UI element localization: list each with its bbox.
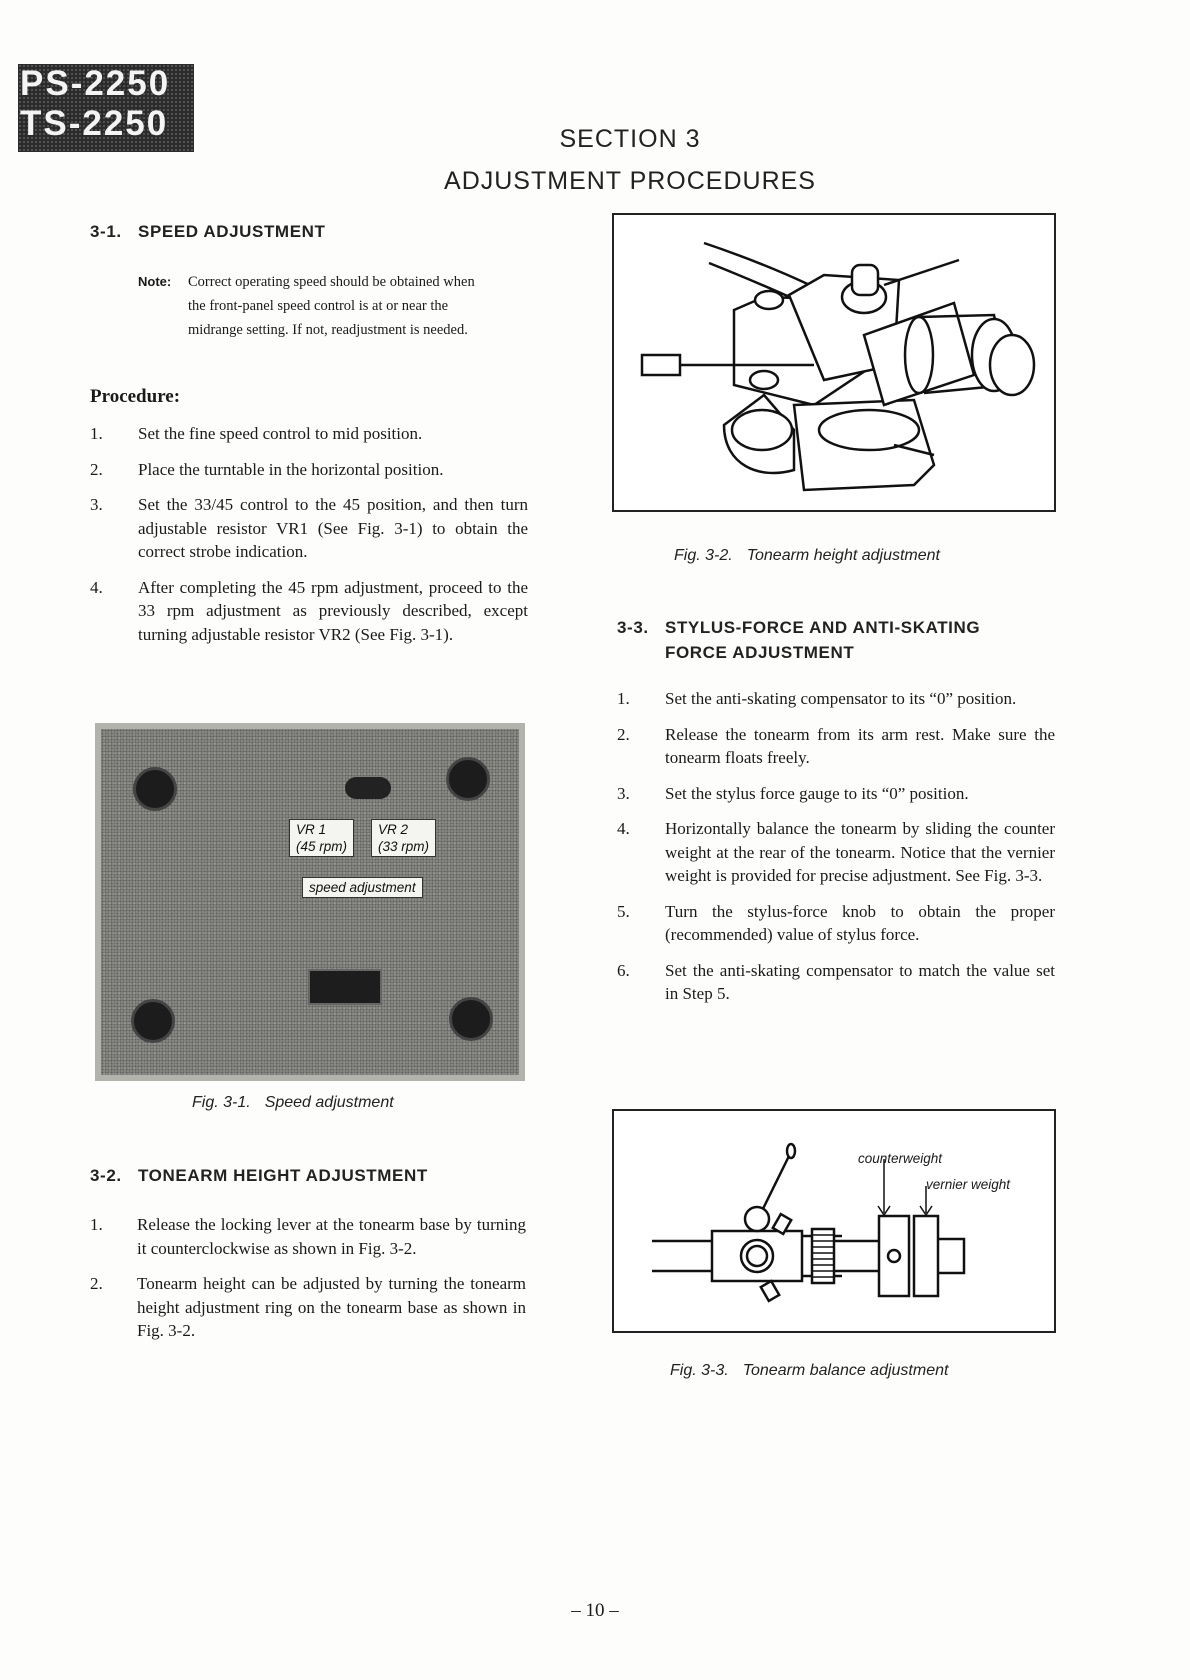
list-item: 4. After completing the 45 rpm adjustment, proceed to the 33 rpm adjustment as previously described, except turning adjustable resistor VR2 (See Fig. 3-1). xyxy=(90,577,528,644)
note-label: Note: xyxy=(138,274,172,289)
section-title: ADJUSTMENT PROCEDURES xyxy=(444,167,816,195)
rubber-foot xyxy=(133,767,177,811)
speed-note xyxy=(138,270,493,342)
list-item: 3. Set the 33/45 control to the 45 position, and then turn adjustable resistor VR1 (See Fig. 3-1) to obtain the correct strobe indication. xyxy=(90,495,528,561)
vr1-label: VR 1 (45 rpm) xyxy=(289,819,354,857)
page-number: – 10 – xyxy=(571,1600,619,1621)
list-item: 1. Set the fine speed control to mid position. xyxy=(90,424,423,443)
stylus-heading-line1: STYLUS-FORCE AND ANTI-SKATING xyxy=(665,618,981,637)
counterweight-label: counterweight xyxy=(858,1151,943,1166)
list-item: 6. Set the anti-skating compensator to match the value set in Step 5. xyxy=(617,960,1055,1003)
stylus-heading-number: 3-3. xyxy=(617,618,649,637)
model-badge-line2: TS-2250 xyxy=(20,104,169,143)
model-badge-line1: PS-2250 xyxy=(20,64,171,103)
tonearm-heading xyxy=(90,1166,428,1186)
tonearm-base-illustration xyxy=(614,215,1054,510)
rubber-foot xyxy=(446,757,490,801)
speed-steps xyxy=(90,422,528,646)
vr2-label: VR 2 (33 rpm) xyxy=(371,819,436,857)
connector-socket xyxy=(345,777,391,799)
model-badge xyxy=(18,64,194,152)
switch-block xyxy=(308,969,382,1005)
speed-heading-text: SPEED ADJUSTMENT xyxy=(138,222,326,241)
section-number: SECTION 3 xyxy=(559,125,701,153)
tonearm-heading-number: 3-2. xyxy=(90,1166,122,1185)
stylus-heading-line2: FORCE ADJUSTMENT xyxy=(665,643,855,662)
speed-heading-number: 3-1. xyxy=(90,222,122,241)
tonearm-balance-drawing xyxy=(612,1109,1056,1333)
tonearm-steps xyxy=(90,1213,526,1343)
stylus-steps xyxy=(617,687,1055,1006)
stylus-heading xyxy=(617,615,980,665)
fig32-caption: Fig. 3-2. Tonearm height adjustment xyxy=(674,547,940,564)
tonearm-balance-illustration xyxy=(614,1111,1054,1331)
vernier-weight-label: vernier weight xyxy=(926,1177,1011,1192)
tonearm-height-drawing xyxy=(612,213,1056,512)
list-item: 3. Set the stylus force gauge to its “0” position. xyxy=(617,783,969,803)
list-item: 4. Horizontally balance the tonearm by sliding the counter weight at the rear of the tonearm. Notice that the vernier weight is provided for precise adjustment. See Fig. 3-3. xyxy=(617,819,1055,885)
list-item: 5. Turn the stylus-force knob to obtain the proper (recommended) value of stylus force. xyxy=(617,901,1055,944)
list-item: 1. Set the anti-skating compensator to its “0” position. xyxy=(617,689,1017,708)
rubber-foot xyxy=(449,997,493,1041)
tonearm-heading-text: TONEARM HEIGHT ADJUSTMENT xyxy=(138,1166,428,1185)
speed-adjustment-photo xyxy=(95,723,525,1081)
list-item: 2. Place the turntable in the horizontal position. xyxy=(90,459,444,479)
rubber-foot xyxy=(131,999,175,1043)
note-text: Correct operating speed should be obtained when the front-panel speed control is at or near the midrange setting. If not, readjustment is needed. xyxy=(188,274,475,338)
list-item: 2. Tonearm height can be adjusted by turning the tonearm height adjustment ring on the tonearm base as shown in Fig. 3-2. xyxy=(90,1274,526,1340)
list-item: 1. Release the locking lever at the tonearm base by turning it counterclockwise as shown in Fig. 3-2. xyxy=(90,1215,526,1258)
list-item: 2. Release the tonearm from its arm rest. Make sure the tonearm floats freely. xyxy=(617,724,1055,767)
fig31-caption: Fig. 3-1. Speed adjustment xyxy=(192,1094,394,1111)
speed-adjustment-label: speed adjustment xyxy=(302,877,423,898)
procedure-label: Procedure: xyxy=(90,386,181,407)
fig33-caption: Fig. 3-3. Tonearm balance adjustment xyxy=(670,1362,949,1379)
speed-heading xyxy=(90,222,326,242)
